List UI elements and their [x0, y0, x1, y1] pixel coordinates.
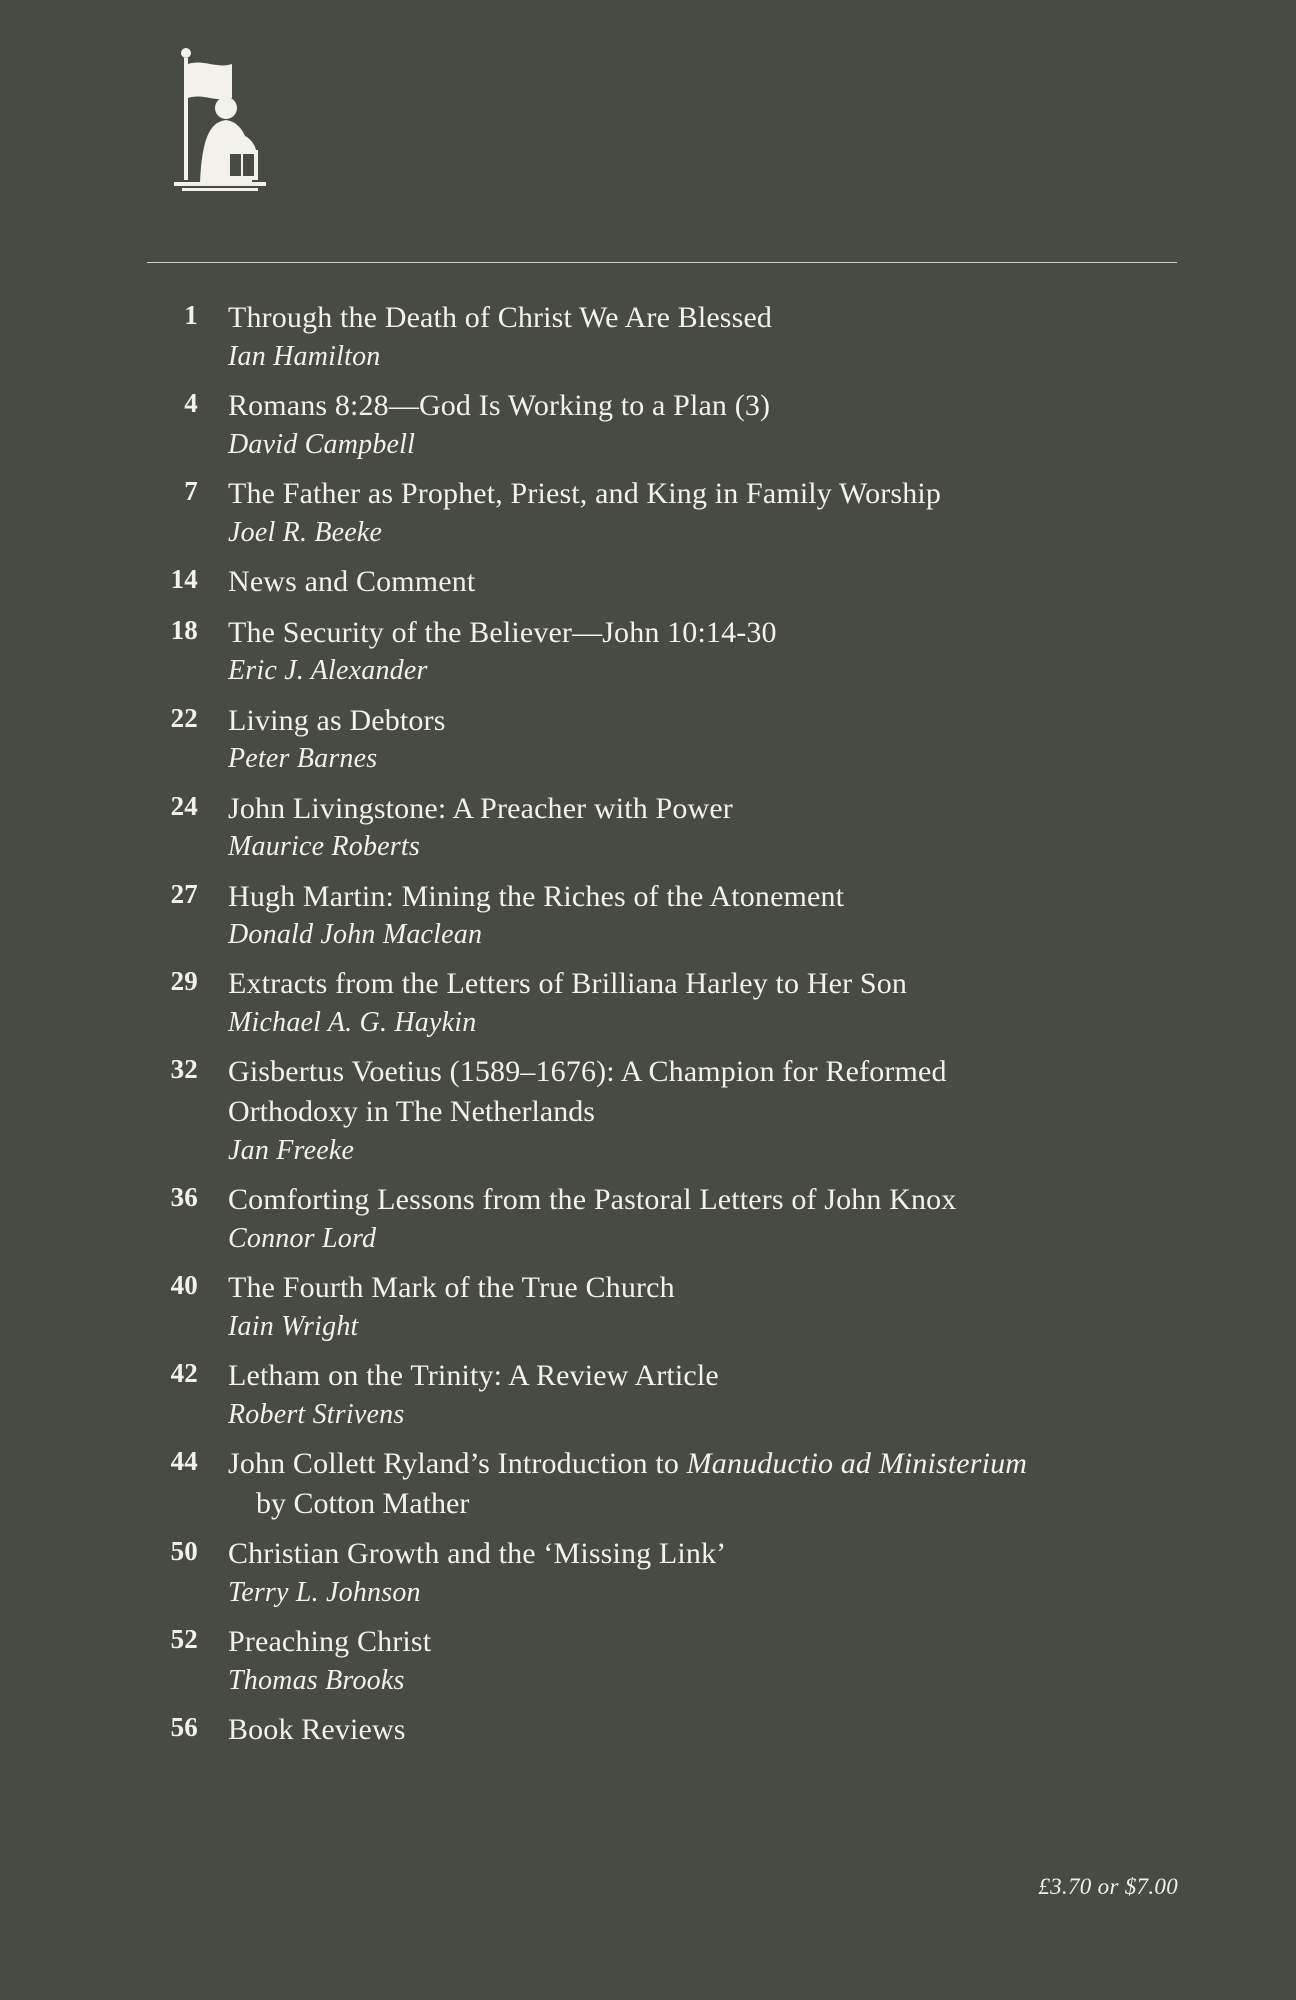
toc-author: Jan Freeke — [228, 1134, 355, 1166]
toc-page-number: 42 — [170, 1358, 198, 1389]
toc-title: The Security of the Believer—John 10:14-30 — [228, 615, 777, 649]
toc-page-number: 44 — [170, 1446, 198, 1476]
toc-title: The Fourth Mark of the True Church — [228, 1271, 675, 1305]
toc-entry[interactable] — [130, 1444, 1190, 1523]
toc-author: Eric J. Alexander — [228, 655, 428, 687]
toc-page-number: 40 — [170, 1270, 198, 1301]
toc-entry[interactable] — [130, 386, 1190, 463]
toc-author: Peter Barnes — [228, 743, 378, 775]
toc-entry-body — [198, 1052, 1190, 1169]
toc-page-number: 52 — [170, 1624, 198, 1655]
toc-entry[interactable] — [130, 1622, 1190, 1699]
toc-author: Terry L. Johnson — [228, 1576, 421, 1608]
table-of-contents — [130, 298, 1190, 1761]
toc-page-number: 56 — [170, 1712, 198, 1743]
toc-page-number: 24 — [170, 790, 198, 821]
toc-entry-body — [198, 1180, 1190, 1257]
toc-entry[interactable] — [130, 1534, 1190, 1611]
toc-entry[interactable] — [130, 1710, 1190, 1750]
toc-entry-body — [198, 701, 1190, 778]
toc-entry-body — [198, 562, 1190, 602]
toc-author: Maurice Roberts — [228, 831, 420, 863]
banner-of-truth-logo-icon — [148, 42, 288, 202]
toc-entry-body — [198, 1534, 1190, 1611]
toc-author: Donald John Maclean — [228, 919, 483, 951]
toc-title: Comforting Lessons from the Pastoral Letters of John Knox — [228, 1183, 957, 1217]
toc-title: Gisbertus Voetius (1589–1676): A Champion for Reformed — [228, 1055, 947, 1089]
toc-title: Through the Death of Christ We Are Blessed — [228, 301, 773, 334]
toc-entry-body — [198, 386, 1190, 463]
toc-entry-body — [198, 1268, 1190, 1345]
toc-entry[interactable] — [130, 562, 1190, 602]
toc-title: Letham on the Trinity: A Review Article — [228, 1359, 719, 1393]
toc-author: Joel R. Beeke — [228, 516, 383, 548]
toc-entry-body — [198, 474, 1190, 551]
toc-page-number: 14 — [170, 563, 198, 594]
toc-author: Connor Lord — [228, 1222, 377, 1254]
toc-entry[interactable] — [130, 964, 1190, 1041]
toc-entry[interactable] — [130, 613, 1190, 690]
toc-entry-body — [198, 1356, 1190, 1433]
toc-entry[interactable] — [130, 1356, 1190, 1433]
toc-title: Christian Growth and the ‘Missing Link’ — [228, 1537, 727, 1571]
toc-title: Living as Debtors — [228, 703, 446, 737]
toc-title: Preaching Christ — [228, 1625, 432, 1659]
toc-title: Hugh Martin: Mining the Riches of the Atonement — [228, 879, 845, 913]
price-label: £3.70 or $7.00 — [1038, 1874, 1178, 1899]
toc-page-number: 32 — [170, 1054, 198, 1085]
toc-page-number: 36 — [170, 1182, 198, 1213]
toc-title: Extracts from the Letters of Brilliana Harley to Her Son — [228, 967, 908, 1001]
toc-entry-body — [198, 1710, 1190, 1750]
toc-author: David Campbell — [228, 428, 416, 460]
toc-page-number: 29 — [170, 966, 198, 997]
toc-entry[interactable] — [130, 701, 1190, 778]
toc-page-number: 7 — [184, 475, 198, 506]
toc-title: John Livingstone: A Preacher with Power — [228, 791, 733, 825]
toc-entry-body — [198, 1444, 1190, 1523]
toc-entry-body — [198, 877, 1190, 954]
toc-page-number: 4 — [184, 387, 198, 418]
toc-entry-body — [198, 789, 1190, 866]
toc-entry[interactable] — [130, 789, 1190, 866]
header-divider — [147, 262, 1177, 263]
toc-page-number: 27 — [170, 878, 198, 909]
toc-entry[interactable] — [130, 474, 1190, 551]
toc-title — [228, 1444, 1190, 1484]
toc-page-number: 22 — [170, 702, 198, 733]
toc-entry[interactable] — [130, 1268, 1190, 1345]
toc-entry-body — [198, 613, 1190, 690]
toc-entry-body — [198, 964, 1190, 1041]
toc-page-number: 50 — [170, 1536, 198, 1567]
toc-title-text: John Collett Ryland’s Introduction to — [228, 1447, 687, 1480]
toc-author: Iain Wright — [228, 1310, 359, 1342]
toc-page-number: 18 — [170, 614, 198, 645]
toc-entry-body — [198, 1622, 1190, 1699]
toc-title-italic-part: Manuductio ad Ministerium — [686, 1447, 1028, 1480]
toc-author: Michael A. G. Haykin — [228, 1007, 477, 1039]
toc-title: The Father as Prophet, Priest, and King in Family Worship — [228, 476, 942, 510]
toc-author: Thomas Brooks — [228, 1664, 405, 1696]
toc-entry-body — [198, 298, 1190, 375]
toc-entry[interactable] — [130, 298, 1190, 375]
toc-entry[interactable] — [130, 877, 1190, 954]
publisher-logo — [148, 42, 288, 202]
toc-author: Robert Strivens — [228, 1398, 405, 1430]
toc-title-continued: Orthodoxy in The Netherlands — [228, 1095, 595, 1129]
toc-title: News and Comment — [228, 564, 476, 598]
toc-title-continued: by Cotton Mather — [256, 1486, 470, 1520]
toc-page-number: 1 — [184, 300, 198, 330]
toc-entry[interactable] — [130, 1180, 1190, 1257]
toc-title: Romans 8:28—God Is Working to a Plan (3) — [228, 388, 771, 422]
toc-entry[interactable] — [130, 1052, 1190, 1169]
toc-author: Ian Hamilton — [228, 340, 381, 372]
toc-title: Book Reviews — [228, 1713, 406, 1747]
